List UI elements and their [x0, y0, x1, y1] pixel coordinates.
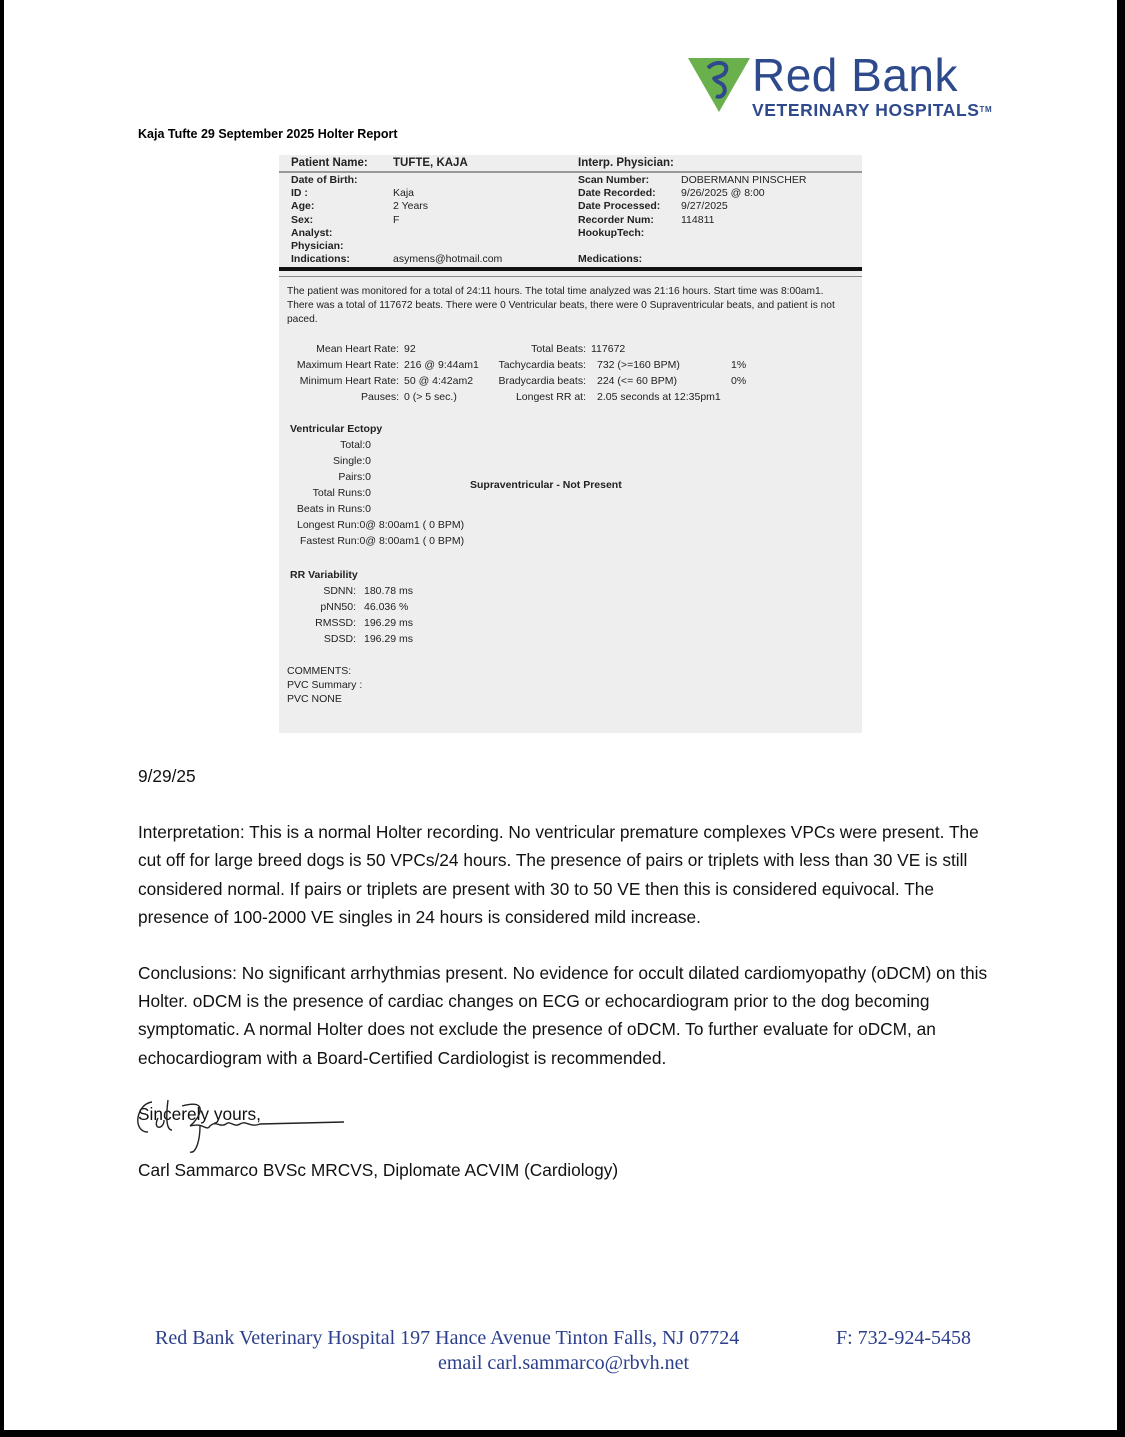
divider-thick — [279, 267, 862, 271]
document-page — [4, 0, 1117, 1430]
ventricular-ectopy-title: Ventricular Ectopy — [290, 423, 383, 435]
stat-value: 92 — [404, 343, 416, 355]
conclusions-paragraph: Conclusions: No significant arrhythmias present. No evidence for occult dilated cardiomyopathy (oDCM) on this Holter. oDCM is the presence of cardiac changes on ECG or echocardiogram prior to the dog becoming symptomatic. A normal Holter does not exclude the presence of oDCM. To further evaluate for oDCM, an echocardiogram with a Board-Certified Cardiologist is recommended. — [138, 963, 988, 1068]
field-value: 2 Years — [393, 200, 429, 213]
field-label: Analyst: — [291, 226, 333, 239]
logo-tm: TM — [979, 105, 993, 114]
field-label: HookupTech: — [578, 226, 645, 239]
field-label: Date Recorded: — [578, 187, 656, 200]
stat-value: 732 (>=160 BPM) — [597, 359, 680, 371]
closing: Sincerely yours, — [138, 1103, 261, 1124]
holter-report — [279, 155, 862, 733]
stat-value: 2.05 seconds at 12:35pm1 — [597, 391, 721, 403]
ventricular-ectopy-row: Total:0 — [340, 439, 371, 451]
comments-line: PVC NONE — [287, 693, 342, 705]
stat-label: Minimum Heart Rate: — [299, 375, 399, 387]
ventricular-ectopy-row: Single:0 — [333, 455, 371, 467]
patient-name: TUFTE, KAJA — [393, 157, 468, 169]
patient-name-label: Patient Name: — [291, 157, 368, 169]
rr-label: RMSSD: — [315, 617, 356, 629]
divider — [279, 276, 862, 277]
stat-percent: 1% — [731, 359, 747, 371]
ventricular-ectopy-row: Total Runs:0 — [312, 487, 371, 499]
field-value: asymens@hotmail.com — [393, 253, 503, 266]
field-label: Recorder Num: — [578, 213, 654, 226]
ventricular-ectopy-row: Beats in Runs:0 — [296, 503, 371, 515]
interpretation-paragraph: Interpretation: This is a normal Holter recording. No ventricular premature complexes VPCs were present. The cut off for large breed dogs is 50 VPCs/24 hours. The presence of pairs or triplets with less than 30 VE is still considered normal. If pairs or triplets are present with 30 to 50 VE then this is considered equivocal. The presence of 100-2000 VE singles in 24 hours is considered mild increase. — [138, 822, 979, 927]
stat-label: Mean Heart Rate: — [316, 343, 399, 355]
red-bank-logo — [688, 49, 998, 124]
stat-label: Maximum Heart Rate: — [296, 359, 399, 371]
logo-subtitle-text: VETERINARY HOSPITALS — [752, 100, 980, 120]
stat-percent: 0% — [731, 375, 747, 387]
footer-fax: F: 732-924-5458 — [836, 1327, 971, 1349]
rr-label: SDSD: — [323, 633, 356, 645]
logo-triangle-icon — [688, 56, 750, 112]
stat-value: 0 (> 5 sec.) — [404, 391, 457, 403]
signature-block — [138, 1128, 998, 1184]
stat-value: 117672 — [591, 343, 626, 355]
rr-variability-title: RR Variability — [290, 569, 358, 581]
stat-value: 224 (<= 60 BPM) — [597, 375, 677, 387]
field-label: Physician: — [291, 240, 344, 252]
handwritten-signature — [130, 1096, 350, 1158]
signature-name: Carl Sammarco BVSc MRCVS, Diplomate ACVIM (Cardiology) — [138, 1160, 619, 1181]
rr-value: 196.29 ms — [364, 617, 414, 629]
divider — [279, 171, 862, 173]
rr-value: 180.78 ms — [364, 585, 414, 597]
ventricular-ectopy-row: Longest Run:0@ 8:00am1 ( 0 BPM) — [297, 519, 465, 531]
field-value: 9/27/2025 — [681, 200, 728, 213]
ventricular-ectopy-row: Fastest Run:0@ 8:00am1 ( 0 BPM) — [300, 535, 465, 547]
field-value: F — [393, 213, 400, 226]
stat-value: 216 @ 9:44am1 — [404, 359, 479, 371]
stat-label: Total Beats: — [531, 343, 586, 355]
field-value: Kaja — [393, 187, 415, 200]
comments-line: COMMENTS: — [287, 665, 352, 677]
stat-label: Tachycardia beats: — [498, 359, 586, 371]
supraventricular-status: Supraventricular - Not Present — [470, 479, 622, 491]
stat-value: 50 @ 4:42am2 — [404, 375, 474, 387]
field-label: Date Processed: — [578, 200, 661, 213]
field-value: DOBERMANN PINSCHER — [681, 174, 807, 186]
rr-label: SDNN: — [323, 585, 356, 597]
logo-subtitle — [752, 100, 992, 120]
comments-line: PVC Summary : — [287, 679, 363, 691]
field-label: Age: — [291, 200, 315, 213]
summary-text: The patient was monitored for a total of 24:11 hours. The total time analyzed was 21:16 hours. Start time was 8:00am1. There was a total of 117672 beats. There were 0 Ventricular beats, there were 0 Supraventricular beats, and patient is not paced. — [287, 286, 835, 325]
report-title: Kaja Tufte 29 September 2025 Holter Report — [138, 127, 398, 141]
letter-date: 9/29/25 — [138, 766, 196, 786]
field-label: Medications: — [578, 253, 643, 266]
rr-value: 46.036 % — [364, 601, 409, 613]
field-value: 114811 — [681, 213, 715, 226]
field-label: Sex: — [291, 213, 314, 226]
field-label: Date of Birth: — [291, 174, 358, 186]
ventricular-ectopy-row: Pairs:0 — [338, 471, 371, 483]
logo-name: Red Bank — [752, 49, 959, 101]
field-value: 9/26/2025 @ 8:00 — [681, 187, 765, 200]
interp-physician-label: Interp. Physician: — [578, 157, 674, 169]
letter-body — [138, 762, 998, 1184]
field-label: Indications: — [291, 253, 350, 266]
stat-label: Pauses: — [361, 391, 399, 403]
rr-value: 196.29 ms — [364, 633, 414, 645]
stat-label: Longest RR at: — [515, 391, 586, 403]
rr-label: pNN50: — [320, 601, 356, 613]
footer-email[interactable]: email carl.sammarco@rbvh.net — [438, 1352, 690, 1374]
field-label: Scan Number: — [578, 174, 650, 186]
footer-address: Red Bank Veterinary Hospital 197 Hance Avenue Tinton Falls, NJ 07724 — [155, 1327, 740, 1349]
stat-label: Bradycardia beats: — [498, 375, 586, 387]
field-label: ID : — [291, 187, 308, 200]
